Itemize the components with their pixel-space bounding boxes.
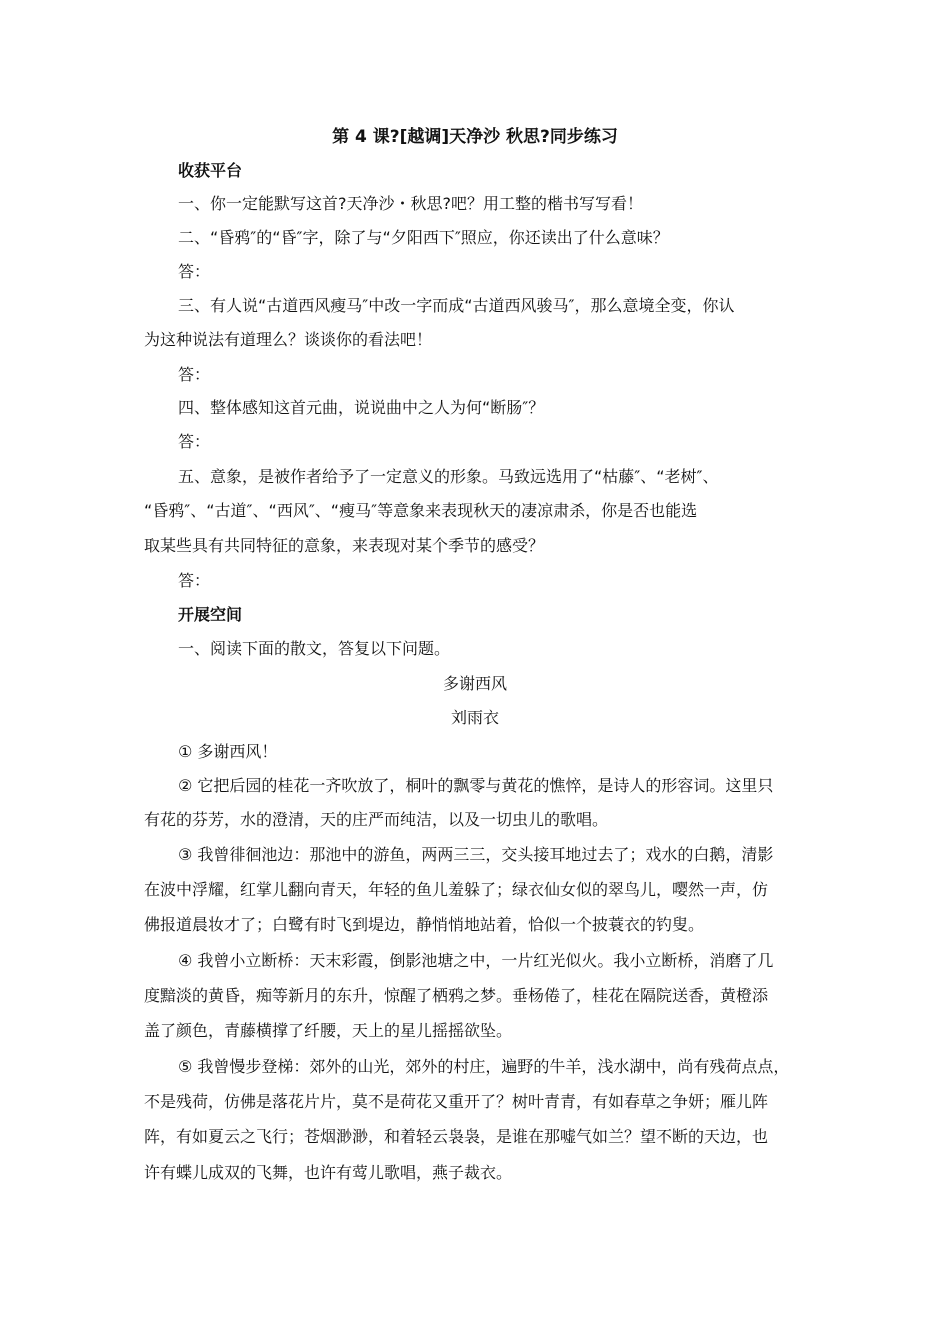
question-1: 一、你一定能默写这首?天净沙・秋思?吧？用工整的楷书写写看！ (178, 194, 643, 213)
question-2: 二、“昏鸦″的“昏″字，除了与“夕阳西下″照应，你还读出了什么意味？ (178, 228, 669, 247)
essay-paragraph-4-cont: 度黯淡的黄昏，痴等新月的东升，惊醒了栖鸦之梦。垂杨倦了，桂花在隔院送香，黄橙添 (144, 986, 769, 1005)
essay-paragraph-3-cont: 佛报道晨妆才了；白鹭有时飞到堤边，静悄悄地站着，恰似一个披蓑衣的钓叟。 (144, 915, 705, 934)
essay-paragraph-5-cont: 阵，有如夏云之飞行；苍烟渺渺，和着轻云袅袅，是谁在那嘘气如兰？望不断的天边，也 (144, 1127, 769, 1146)
answer-label: 答： (178, 432, 211, 451)
section-heading-expand: 开展空间 (178, 605, 243, 624)
essay-paragraph-2-cont: 有花的芬芳，水的澄清，天的庄严而纯洁，以及一切虫儿的歌唱。 (144, 810, 609, 829)
essay-author: 刘雨衣 (450, 708, 499, 727)
essay-paragraph-4-cont: 盖了颜色，青藤横撑了纤腰，天上的星儿摇摇欲坠。 (144, 1021, 513, 1040)
section-heading-harvest: 收获平台 (178, 161, 243, 180)
answer-label: 答： (178, 571, 211, 590)
essay-paragraph-4: ④ 我曾小立断桥：天末彩霞，倒影池塘之中，一片红光似火。我小立断桥，消磨了几 (178, 951, 774, 970)
question-3-cont: 为这种说法有道理么？谈谈你的看法吧！ (144, 330, 433, 349)
essay-paragraph-1: ① 多谢西风！ (178, 742, 278, 761)
answer-label: 答： (178, 365, 211, 384)
essay-paragraph-3: ③ 我曾徘徊池边：那池中的游鱼，两两三三，交头接耳地过去了；戏水的白鹅，清影 (178, 845, 774, 864)
reading-instruction: 一、阅读下面的散文，答复以下问题。 (178, 639, 451, 658)
essay-title: 多谢西风 (442, 674, 507, 693)
essay-paragraph-5-cont: 许有蝶儿成双的飞舞，也许有莺儿歌唱，燕子裁衣。 (144, 1163, 513, 1182)
essay-paragraph-5-cont: 不是残荷，仿佛是落花片片，莫不是荷花又重开了？树叶青青，有如春草之争妍；雁儿阵 (144, 1092, 769, 1111)
answer-label: 答： (178, 262, 211, 281)
essay-paragraph-2: ② 它把后园的桂花一齐吹放了，桐叶的飘零与黄花的憔悴，是诗人的形容词。这里只 (178, 776, 774, 795)
document-title: 第 4 课?[越调]天净沙 秋思?同步练习 (332, 127, 618, 147)
question-3: 三、有人说“古道西风瘦马″中改一字而成“古道西风骏马″，那么意境全变，你认 (178, 296, 735, 315)
question-5-cont: 取某些具有共同特征的意象，来表现对某个季节的感受？ (144, 536, 545, 555)
question-4: 四、整体感知这首元曲，说说曲中之人为何“断肠″？ (178, 398, 545, 417)
essay-paragraph-3-cont: 在波中浮耀，红掌儿翻向青天，年轻的鱼儿羞躲了；绿衣仙女似的翠鸟儿，嘤然一声，仿 (144, 880, 769, 899)
question-5-cont: “昏鸦″、“古道″、“西风″、“瘦马″等意象来表现秋天的凄凉肃杀，你是否也能选 (144, 501, 698, 520)
essay-paragraph-5: ⑤ 我曾慢步登梯：郊外的山光，郊外的村庄，遍野的牛羊，浅水湖中，尚有残荷点点， (178, 1057, 790, 1076)
question-5: 五、意象，是被作者给予了一定意义的形象。马致远选用了“枯藤″、“老树″、 (178, 467, 719, 486)
